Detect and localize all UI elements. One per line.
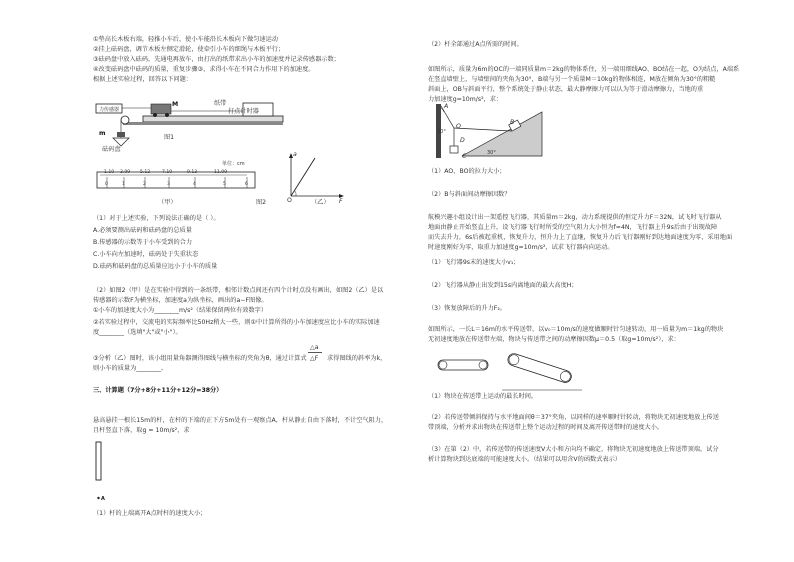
- p4-question-3b: 析计算物块到达底端的可能速度大小。（结果可以用含V的函数式表示）: [428, 456, 621, 463]
- p3-question-1: （1）飞行器9s末的速度大小v₁；: [428, 259, 520, 266]
- tape-point-1: 1: [122, 182, 125, 187]
- q1-option-b: B.传感器的示数等于小车受到的合力: [93, 239, 193, 246]
- p4-question-2b: 带顶端，分析并求出物块在传送带上整个运动过程的时间及离开传送带时的速度大小。: [428, 424, 664, 431]
- step-1: ①垫高长木板右端，轻推小车后，使小车能沿长木板向下做匀速运动: [93, 36, 278, 43]
- label-timer: 打点计时器: [228, 108, 259, 115]
- axis-origin: O: [287, 197, 292, 204]
- tape-point-3: 3: [167, 182, 170, 187]
- fig-label-b: B: [510, 119, 515, 126]
- tape-point-2: 2: [143, 182, 146, 187]
- q3-post: 求得图线的斜率为k，: [327, 355, 387, 362]
- p1-question-2: （2）杆全部通过A点所需的时间。: [428, 41, 523, 48]
- p4-question-2a: （2）若传送带倾斜保持与水平地面间θ＝37°夹角，以同样的速率顺时针转动，将物块无初速度地放上传送: [428, 414, 719, 421]
- tape-point-5: 5: [223, 182, 226, 187]
- tape-num-6: 11.09: [214, 170, 228, 175]
- label-force-sensor: 力传感器: [99, 107, 120, 113]
- point-a-label: A: [101, 496, 105, 502]
- tape-num-2: 3.09: [120, 170, 131, 175]
- tape-point-0: 0: [105, 182, 108, 187]
- tape-num-1: 1.10: [104, 170, 115, 175]
- label-weight-pan: 砝码盘: [102, 146, 121, 153]
- axis-f-label: F: [339, 198, 343, 205]
- p3-line-2: 地面由静止开始竖直上升，设飞行器飞行时所受的空气阻力大小恒为f=4N，飞行器上升9s后由于出现故障: [428, 224, 718, 231]
- q1-option-a: A.必须要测出砝码和砝码盘的总质量: [93, 227, 192, 234]
- fig-label-d: D: [460, 137, 465, 144]
- axis-a-label: a: [293, 151, 297, 158]
- p4-line-1: 如图所示，一长L＝16m的水平传送带，以v₀＝10m/s的速度做顺时针匀速转动，用一质量为m＝1kg的物块: [428, 326, 724, 333]
- step-3: ③砝码盘中放入砝码，先通电再放车，由打出的纸带求出小车的加速度并记录传感器示数；: [93, 56, 340, 63]
- label-paper-tape: 纸带: [214, 100, 227, 107]
- p2-question-1: （1）AO、BO的拉力大小；: [428, 168, 506, 175]
- tape-point-6: 6: [245, 182, 248, 187]
- p2-line-1: 如图所示，质量为6m的OC的一端同质量m＝2kg的物体系住，另一端用细线AO、BO结在一起，O为结点，A端系: [428, 66, 740, 73]
- q3-pre: ③分析（乙）图时，该小组用量角器测得图线与横坐标的夹角为θ，通过计算式: [93, 355, 307, 362]
- p2-line-3: 斜面上，OB与斜面平行，整个系统处于静止状态，最大静摩擦力可以认为等于滑动摩擦力，当地的重: [428, 86, 704, 93]
- p3-line-1: 航模兴趣小组设计出一架遥控飞行器，其质量m＝2kg，动力系统提供的恒定升力F＝32N，试飞时飞行器从: [428, 214, 722, 221]
- q3-line-2: 则小车的质量为________。: [93, 365, 168, 372]
- tape-num-4: 7.10: [162, 170, 173, 175]
- tape-unit: 单位：cm: [222, 161, 245, 167]
- q1-stem: （1）对于上述实验，下列说法正确的是（ ）。: [93, 215, 220, 222]
- p3-question-2: （2）飞行器从静止出发到15s内离地面的最大高度H；: [428, 282, 578, 289]
- p2-line-4: 力加速度g=10m/s²，求：: [428, 96, 503, 103]
- label-mass-m-small: m: [99, 130, 106, 137]
- p1-line-2: 且杆竖直下落，取g = 10m/s²，求: [93, 427, 190, 434]
- q3-frac-bar: [308, 352, 322, 353]
- q1-option-d: D.砝码和砝码盘的总质量应远小于小车的质量: [93, 263, 218, 270]
- p4-question-1: （1）物块在传送带上运动的最长时间。: [428, 393, 538, 400]
- p3-line-3: 而失去升力，6s后被起重机，恢复升力，恒升力上了直继，恢复升力后飞行器刚好到达地面速度为零，采用地面: [428, 234, 733, 241]
- q2-line-4: ②若实验过程中，交流电的实际频率比50Hz稍大一些，则①中计算所得的小车加速度应比小车的实际加速: [93, 319, 380, 326]
- fig-label-a: A: [444, 103, 449, 110]
- figure-2-caption: 图2: [256, 199, 267, 206]
- tape-point-4: 4: [193, 182, 196, 187]
- q2-line-1: （2）如图2（甲）是在实验中得到的一条纸带，相邻计数点间还有四个计时点没有画出，如图2（乙）是以: [93, 287, 384, 294]
- p1-line-1: 悬高悬挂一根长15m的杆，在杆的下端的正下方5m处有一观察点A，杆从静止自由下落时，不计空气阻力，: [93, 417, 388, 424]
- steps-summary: 根据上述实验过程，回答以下问题：: [93, 76, 192, 83]
- q3-frac-top: △a: [310, 344, 319, 351]
- step-2: ②挂上砝码盘，调节木板左侧定滑轮，使牵引小车的细绳与木板平行；: [93, 46, 285, 53]
- q2-line-3: ①小车的加速度大小为________m/s²（结果保留两位有效数字）: [93, 307, 268, 314]
- p2-question-2: （2）B与斜面间动摩擦因数？: [428, 191, 511, 198]
- tape-caption-jia: （甲）: [158, 199, 177, 206]
- label-mass-m-big: M: [172, 101, 179, 108]
- p4-question-3a: （3）在第（2）中，若传送带的传送速度V大小和方向均不确定，将物块无初速度地放上传送带顶端，试分: [428, 446, 719, 453]
- p4-line-2: 无初速度地放在传送带左端，物块与传送带之间的动摩擦因数μ＝0.5（取g=10m/s²），求：: [428, 336, 680, 343]
- q1-option-c: C.小车向左加速时，砝码处于失重状态: [93, 251, 199, 258]
- figure-1-caption: 图1: [164, 134, 175, 141]
- tape-num-3: 5.12: [140, 170, 151, 175]
- q3-frac-bot: △F: [310, 355, 319, 362]
- p3-question-3: （3）恢复放障后的升力F₂。: [428, 305, 507, 312]
- p3-line-4: 时速度刚好为零，取重力加速度g=10m/s²，试求飞行器向向运动。: [428, 244, 614, 251]
- p2-line-2: 在竖直墙壁上，与墙壁间的夹角为30°，B端与另一个质量M＝10kg的物体相连，M放在倾角为30°的粗糙: [428, 76, 716, 83]
- q2-line-2: 传感器的示数F为横坐标，加速度a为纵坐标，画出的a−F图像。: [93, 297, 268, 304]
- tape-num-5: 9.13: [187, 170, 198, 175]
- p1-question-1: （1）杆的上端离开A点时杆的速度大小；: [93, 510, 207, 517]
- fig-label-o: O: [456, 123, 461, 130]
- section-heading: 三、计算题（7分+8分+11分+12分=38分）: [93, 387, 223, 394]
- fig-angle-slope: 30°: [487, 150, 496, 156]
- fig-angle-wall: 30°: [437, 129, 446, 135]
- step-4: ④改变砝码盘中砝码的质量，重复步骤③，求得小车在不同合力作用下的加速度。: [93, 66, 315, 73]
- q2-line-5: 度________（选填"大"或"小"）。: [93, 329, 182, 336]
- graph-caption-yi: （乙）: [311, 199, 330, 206]
- fig-label-c: C: [462, 153, 467, 160]
